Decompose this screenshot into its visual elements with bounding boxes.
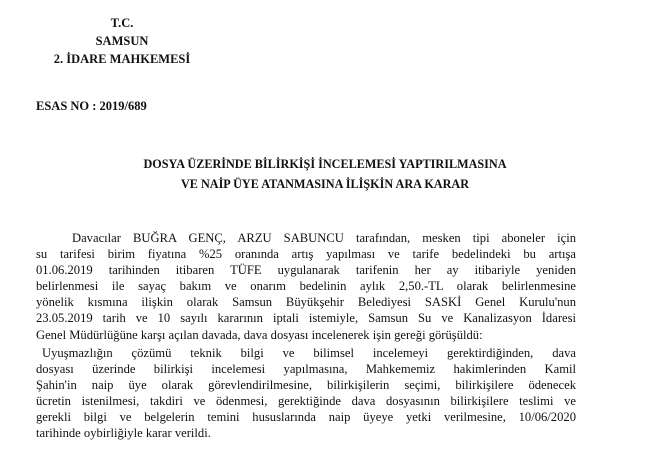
paragraph-line: yönelik kısmına ilişkin olarak Samsun Büyükşehir Belediyesi SASKİ Genel Kurulu'nun [36,295,576,310]
document-body [36,230,576,441]
paragraph-line: ücretin istenilmesi, takdiri ve ödenmesi, gerektiğinde dava dosyasının bilirkişilere teslimi ve [36,393,576,408]
paragraph-line: belirlenmesi ile sayaç bakım ve onarım bedelinin aylık 2,50.-TL olarak belirlenmesine [36,279,576,294]
paragraph-2 [36,345,576,442]
header-city: SAMSUN [95,34,149,48]
paragraph-line: tarihinde oybirliğiyle karar verildi. [36,426,211,441]
paragraph-1 [36,230,576,343]
paragraph-line: su tarifesi birim fiyatına %25 oranında artış yapılması ve tarife bedelindeki bu artışa [36,247,576,262]
header-state: T.C. [110,16,134,30]
paragraph-line: 23.05.2019 tarih ve 10 sayılı kararının iptali istemiyle, Samsun Su ve Kanalizasyon İdaresi [36,311,576,326]
document-title [0,154,650,194]
paragraph-line: Şahin'in naip üye olarak görevlendirilmesine, bilirkişilerin seçimi, bilirkişilere ödenecek [36,377,576,392]
paragraph-line: Genel Müdürlüğüne karşı açılan davada, dava dosyası incelenerek işin gereği görüşüldü: [36,327,483,342]
case-number: ESAS NO : 2019/689 [36,99,147,113]
court-header [0,14,244,68]
paragraph-line: 01.06.2019 tarihinden itibaren TÜFE uygulanarak tarifenin her ay itibariyle yeniden [36,263,576,278]
paragraph-line: Davacılar BUĞRA GENÇ, ARZU SABUNCU tarafından, mesken tipi aboneler için [72,231,576,245]
header-court-name: 2. İDARE MAHKEMESİ [53,52,191,66]
document-title-line-1: DOSYA ÜZERİNDE BİLİRKİŞİ İNCELEMESİ YAPTIRILMASINA [143,157,507,171]
paragraph-line: dosyası üzerinde bilirkişi incelemesi yapılmasına, Mahkememiz hakimlerinden Kamil [36,361,576,376]
paragraph-line: Uyuşmazlığın çözümü teknik bilgi ve bilimsel incelemeyi gerektirdiğinden, dava [42,345,576,360]
paragraph-line: gerekli bilgi ve belgelerin temini hususlarında naip üyeye yetki verilmesine, 10/06/2020 [36,410,576,425]
document-title-line-2: VE NAİP ÜYE ATANMASINA İLİŞKİN ARA KARAR [180,177,470,191]
